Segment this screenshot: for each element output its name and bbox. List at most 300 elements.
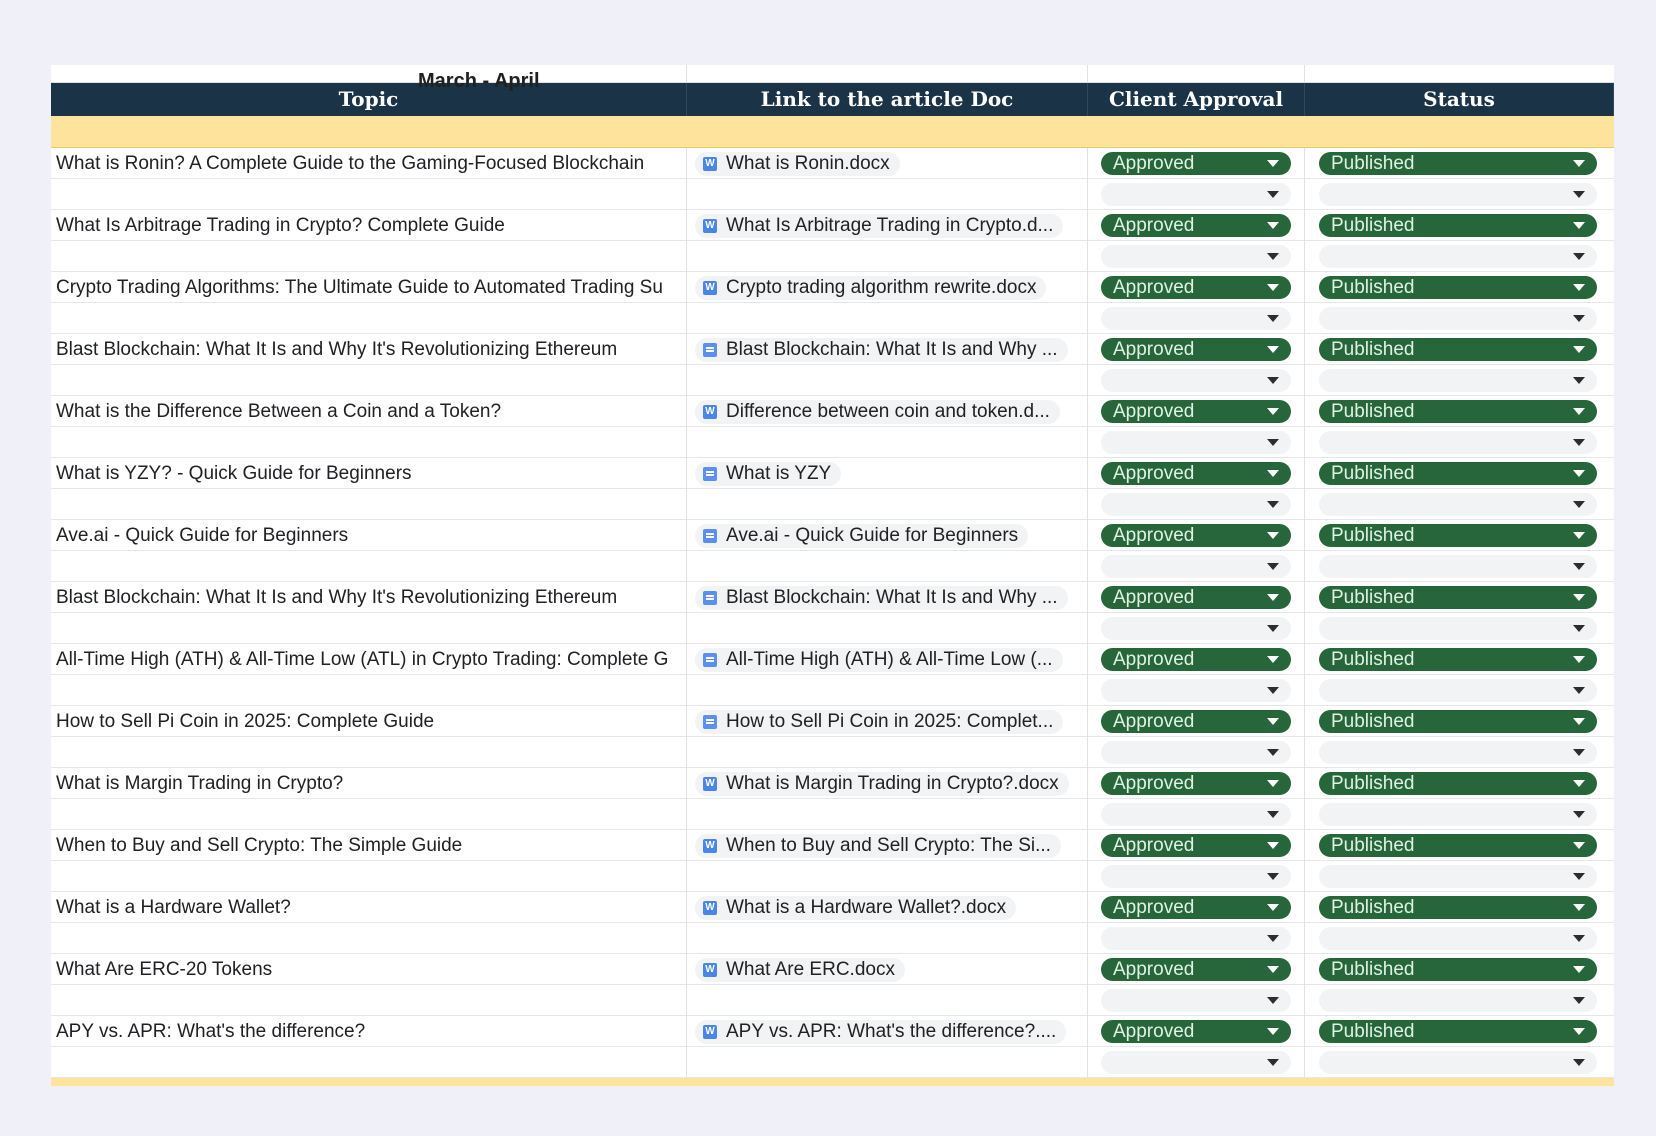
table-row — [51, 210, 1614, 241]
dropdown-arrow-icon[interactable] — [1573, 656, 1585, 663]
doc-link-chip[interactable] — [695, 896, 1016, 920]
blank-row — [51, 861, 1614, 892]
empty-approval-cell — [1088, 179, 1305, 210]
status-dropdown[interactable] — [1319, 152, 1597, 175]
header-link[interactable]: Link to the article Doc — [687, 83, 1088, 116]
doc-link-chip[interactable] — [695, 710, 1063, 734]
empty-cell[interactable] — [51, 799, 687, 830]
approval-dropdown[interactable] — [1101, 772, 1291, 795]
status-dropdown[interactable] — [1319, 276, 1597, 299]
topic-text: When to Buy and Sell Crypto: The Simple Guide — [56, 835, 463, 856]
dropdown-arrow-icon[interactable] — [1267, 160, 1279, 167]
empty-approval-dropdown[interactable] — [1101, 245, 1291, 268]
dropdown-arrow-icon[interactable] — [1267, 749, 1279, 756]
status-value: Published — [1331, 401, 1415, 422]
empty-approval-dropdown[interactable] — [1101, 555, 1291, 578]
dropdown-arrow-icon[interactable] — [1267, 780, 1279, 787]
dropdown-arrow-icon[interactable] — [1267, 439, 1279, 446]
empty-cell[interactable] — [687, 365, 1088, 396]
dropdown-arrow-icon[interactable] — [1267, 873, 1279, 880]
empty-cell[interactable] — [687, 799, 1088, 830]
empty-cell[interactable] — [687, 179, 1088, 210]
dropdown-arrow-icon[interactable] — [1267, 470, 1279, 477]
dropdown-arrow-icon[interactable] — [1573, 811, 1585, 818]
status-dropdown[interactable] — [1319, 834, 1597, 857]
approval-value: Approved — [1113, 835, 1195, 856]
doc-link-chip[interactable] — [695, 524, 1028, 548]
dropdown-arrow-icon[interactable] — [1573, 346, 1585, 353]
doc-link-chip[interactable] — [695, 1020, 1066, 1044]
dropdown-arrow-icon[interactable] — [1267, 997, 1279, 1004]
empty-status-dropdown[interactable] — [1319, 493, 1597, 516]
approval-value: Approved — [1113, 959, 1195, 980]
empty-cell[interactable] — [687, 489, 1088, 520]
empty-status-dropdown[interactable] — [1319, 741, 1597, 764]
status-dropdown[interactable] — [1319, 958, 1597, 981]
blank-row — [51, 1047, 1614, 1078]
dropdown-arrow-icon[interactable] — [1267, 718, 1279, 725]
table-row — [51, 1016, 1614, 1047]
dropdown-arrow-icon[interactable] — [1267, 625, 1279, 632]
doc-link-text: APY vs. APR: What's the difference?.... — [726, 1021, 1057, 1042]
topic-cell[interactable] — [51, 396, 687, 427]
empty-approval-dropdown[interactable] — [1101, 927, 1291, 950]
status-cell — [1305, 1016, 1614, 1047]
table-row — [51, 954, 1614, 985]
dropdown-arrow-icon[interactable] — [1267, 532, 1279, 539]
blank-row — [51, 179, 1614, 210]
doc-link-text: What Is Arbitrage Trading in Crypto.d... — [726, 215, 1054, 236]
table-row — [51, 706, 1614, 737]
status-value: Published — [1331, 277, 1415, 298]
doc-link-chip[interactable] — [695, 648, 1063, 672]
dropdown-arrow-icon[interactable] — [1267, 935, 1279, 942]
topic-cell[interactable] — [51, 458, 687, 489]
link-cell[interactable] — [687, 706, 1088, 737]
header-row — [51, 83, 1614, 116]
dropdown-arrow-icon[interactable] — [1573, 191, 1585, 198]
empty-status-cell — [1305, 737, 1614, 768]
status-dropdown[interactable] — [1319, 648, 1597, 671]
approval-dropdown[interactable] — [1101, 214, 1291, 237]
google-doc-icon — [703, 529, 717, 543]
empty-approval-dropdown[interactable] — [1101, 369, 1291, 392]
topic-text: What is Ronin? A Complete Guide to the Gaming-Focused Blockchain — [56, 153, 645, 174]
empty-status-dropdown[interactable] — [1319, 989, 1597, 1012]
dropdown-arrow-icon[interactable] — [1267, 687, 1279, 694]
dropdown-arrow-icon[interactable] — [1573, 625, 1585, 632]
empty-status-dropdown[interactable] — [1319, 803, 1597, 826]
empty-approval-cell — [1088, 613, 1305, 644]
empty-status-dropdown[interactable] — [1319, 927, 1597, 950]
section-footer-bar — [51, 1078, 1614, 1086]
empty-cell[interactable] — [51, 365, 687, 396]
status-cell — [1305, 520, 1614, 551]
status-value: Published — [1331, 463, 1415, 484]
empty-approval-dropdown[interactable] — [1101, 431, 1291, 454]
dropdown-arrow-icon[interactable] — [1267, 656, 1279, 663]
empty-cell[interactable] — [687, 427, 1088, 458]
topic-cell[interactable] — [51, 768, 687, 799]
link-cell[interactable] — [687, 334, 1088, 365]
status-cell — [1305, 272, 1614, 303]
empty-status-dropdown[interactable] — [1319, 617, 1597, 640]
google-doc-icon — [703, 591, 717, 605]
dropdown-arrow-icon[interactable] — [1267, 253, 1279, 260]
dropdown-arrow-icon[interactable] — [1573, 315, 1585, 322]
topic-cell[interactable] — [51, 954, 687, 985]
approval-value: Approved — [1113, 339, 1195, 360]
dropdown-arrow-icon[interactable] — [1267, 501, 1279, 508]
dropdown-arrow-icon[interactable] — [1573, 904, 1585, 911]
doc-link-chip[interactable] — [695, 152, 900, 176]
doc-link-text: What Are ERC.docx — [726, 959, 895, 980]
status-dropdown[interactable] — [1319, 772, 1597, 795]
dropdown-arrow-icon[interactable] — [1573, 749, 1585, 756]
doc-link-chip[interactable] — [695, 338, 1068, 362]
empty-approval-dropdown[interactable] — [1101, 989, 1291, 1012]
doc-link-chip[interactable] — [695, 586, 1068, 610]
approval-dropdown[interactable] — [1101, 710, 1291, 733]
topic-cell[interactable] — [51, 148, 687, 179]
link-cell[interactable] — [687, 768, 1088, 799]
empty-status-dropdown[interactable] — [1319, 245, 1597, 268]
empty-approval-dropdown[interactable] — [1101, 803, 1291, 826]
google-doc-icon — [703, 467, 717, 481]
empty-status-dropdown[interactable] — [1319, 183, 1597, 206]
google-doc-icon — [703, 653, 717, 667]
dropdown-arrow-icon[interactable] — [1573, 1028, 1585, 1035]
empty-status-cell — [1305, 427, 1614, 458]
status-value: Published — [1331, 339, 1415, 360]
link-cell[interactable] — [687, 830, 1088, 861]
status-dropdown[interactable] — [1319, 524, 1597, 547]
approval-cell — [1088, 954, 1305, 985]
empty-status-dropdown[interactable] — [1319, 369, 1597, 392]
approval-value: Approved — [1113, 401, 1195, 422]
dropdown-arrow-icon[interactable] — [1267, 811, 1279, 818]
topic-cell[interactable] — [51, 706, 687, 737]
status-dropdown[interactable] — [1319, 214, 1597, 237]
word-doc-icon: W — [703, 219, 717, 233]
empty-approval-dropdown[interactable] — [1101, 741, 1291, 764]
dropdown-arrow-icon[interactable] — [1573, 594, 1585, 601]
approval-dropdown[interactable] — [1101, 338, 1291, 361]
link-cell[interactable] — [687, 210, 1088, 241]
status-dropdown[interactable] — [1319, 338, 1597, 361]
status-cell — [1305, 458, 1614, 489]
empty-status-dropdown[interactable] — [1319, 1051, 1597, 1074]
google-doc-icon — [703, 343, 717, 357]
dropdown-arrow-icon[interactable] — [1267, 1059, 1279, 1066]
dropdown-arrow-icon[interactable] — [1573, 718, 1585, 725]
empty-status-dropdown[interactable] — [1319, 431, 1597, 454]
dropdown-arrow-icon[interactable] — [1573, 873, 1585, 880]
doc-link-chip[interactable] — [695, 772, 1069, 796]
status-dropdown[interactable] — [1319, 586, 1597, 609]
empty-status-cell — [1305, 241, 1614, 272]
link-cell[interactable] — [687, 520, 1088, 551]
empty-cell[interactable] — [51, 923, 687, 954]
empty-cell[interactable] — [51, 675, 687, 706]
approval-dropdown[interactable] — [1101, 896, 1291, 919]
link-cell[interactable] — [687, 892, 1088, 923]
dropdown-arrow-icon[interactable] — [1267, 315, 1279, 322]
status-cell — [1305, 582, 1614, 613]
approval-value: Approved — [1113, 1021, 1195, 1042]
empty-cell[interactable] — [687, 923, 1088, 954]
link-cell[interactable] — [687, 1016, 1088, 1047]
topic-cell[interactable] — [51, 334, 687, 365]
link-cell[interactable] — [687, 458, 1088, 489]
doc-link-chip[interactable] — [695, 214, 1063, 238]
word-doc-icon: W — [703, 901, 717, 915]
topic-cell[interactable] — [51, 520, 687, 551]
blank-row — [51, 613, 1614, 644]
approval-dropdown[interactable] — [1101, 400, 1291, 423]
dropdown-arrow-icon[interactable] — [1573, 842, 1585, 849]
status-dropdown[interactable] — [1319, 896, 1597, 919]
approval-cell — [1088, 644, 1305, 675]
dropdown-arrow-icon[interactable] — [1573, 935, 1585, 942]
empty-cell[interactable] — [687, 985, 1088, 1016]
status-dropdown[interactable] — [1319, 462, 1597, 485]
dropdown-arrow-icon[interactable] — [1267, 594, 1279, 601]
dropdown-arrow-icon[interactable] — [1267, 904, 1279, 911]
empty-cell[interactable] — [51, 613, 687, 644]
dropdown-arrow-icon[interactable] — [1267, 191, 1279, 198]
table-body — [51, 148, 1614, 1078]
approval-cell — [1088, 272, 1305, 303]
dropdown-arrow-icon[interactable] — [1573, 966, 1585, 973]
link-cell[interactable] — [687, 644, 1088, 675]
empty-cell[interactable] — [687, 861, 1088, 892]
blank-row — [51, 737, 1614, 768]
status-cell — [1305, 210, 1614, 241]
approval-dropdown[interactable] — [1101, 462, 1291, 485]
empty-status-cell — [1305, 861, 1614, 892]
empty-approval-cell — [1088, 861, 1305, 892]
topic-cell[interactable] — [51, 272, 687, 303]
empty-cell[interactable] — [51, 551, 687, 582]
topic-text: What is Margin Trading in Crypto? — [56, 773, 344, 794]
empty-cell[interactable] — [687, 737, 1088, 768]
doc-link-text: What is Ronin.docx — [726, 153, 890, 174]
topic-text: What Are ERC-20 Tokens — [56, 959, 273, 980]
approval-cell — [1088, 768, 1305, 799]
dropdown-arrow-icon[interactable] — [1573, 284, 1585, 291]
topic-cell[interactable] — [51, 892, 687, 923]
empty-approval-cell — [1088, 799, 1305, 830]
approval-dropdown[interactable] — [1101, 586, 1291, 609]
dropdown-arrow-icon[interactable] — [1573, 439, 1585, 446]
status-dropdown[interactable] — [1319, 710, 1597, 733]
empty-approval-dropdown[interactable] — [1101, 1051, 1291, 1074]
status-value: Published — [1331, 773, 1415, 794]
dropdown-arrow-icon[interactable] — [1267, 563, 1279, 570]
blank-row — [51, 675, 1614, 706]
header-topic[interactable]: Topic — [51, 83, 687, 116]
empty-approval-cell — [1088, 923, 1305, 954]
topic-text: What Is Arbitrage Trading in Crypto? Complete Guide — [56, 215, 505, 236]
approval-cell — [1088, 148, 1305, 179]
dropdown-arrow-icon[interactable] — [1573, 470, 1585, 477]
dropdown-arrow-icon[interactable] — [1573, 408, 1585, 415]
approval-dropdown[interactable] — [1101, 958, 1291, 981]
approval-cell — [1088, 582, 1305, 613]
dropdown-arrow-icon[interactable] — [1267, 284, 1279, 291]
status-dropdown[interactable] — [1319, 400, 1597, 423]
empty-status-cell — [1305, 799, 1614, 830]
dropdown-arrow-icon[interactable] — [1267, 1028, 1279, 1035]
empty-approval-dropdown[interactable] — [1101, 679, 1291, 702]
approval-cell — [1088, 458, 1305, 489]
empty-cell[interactable] — [687, 675, 1088, 706]
empty-status-cell — [1305, 365, 1614, 396]
status-cell — [1305, 706, 1614, 737]
empty-status-dropdown[interactable] — [1319, 865, 1597, 888]
table-row — [51, 582, 1614, 613]
doc-link-chip[interactable] — [695, 276, 1046, 300]
status-cell — [1305, 954, 1614, 985]
link-cell[interactable] — [687, 272, 1088, 303]
dropdown-arrow-icon[interactable] — [1267, 377, 1279, 384]
dropdown-arrow-icon[interactable] — [1573, 780, 1585, 787]
link-cell[interactable] — [687, 954, 1088, 985]
table-row — [51, 520, 1614, 551]
approval-value: Approved — [1113, 215, 1195, 236]
approval-value: Approved — [1113, 277, 1195, 298]
empty-status-cell — [1305, 489, 1614, 520]
section-title: March - April — [418, 70, 540, 92]
topic-cell[interactable] — [51, 644, 687, 675]
dropdown-arrow-icon[interactable] — [1573, 501, 1585, 508]
doc-link-chip[interactable] — [695, 958, 905, 982]
status-value: Published — [1331, 711, 1415, 732]
empty-status-dropdown[interactable] — [1319, 679, 1597, 702]
approval-cell — [1088, 892, 1305, 923]
empty-cell[interactable] — [51, 861, 687, 892]
doc-link-chip[interactable] — [695, 400, 1060, 424]
header-status[interactable]: Status — [1305, 83, 1614, 116]
dropdown-arrow-icon[interactable] — [1267, 222, 1279, 229]
blank-row — [51, 241, 1614, 272]
status-value: Published — [1331, 649, 1415, 670]
status-value: Published — [1331, 525, 1415, 546]
empty-cell[interactable] — [51, 489, 687, 520]
approval-value: Approved — [1113, 525, 1195, 546]
dropdown-arrow-icon[interactable] — [1573, 377, 1585, 384]
empty-cell[interactable] — [51, 985, 687, 1016]
word-doc-icon: W — [703, 777, 717, 791]
blank-row — [51, 303, 1614, 334]
doc-link-text: Blast Blockchain: What It Is and Why ... — [726, 339, 1058, 360]
approval-value: Approved — [1113, 587, 1195, 608]
dropdown-arrow-icon[interactable] — [1573, 222, 1585, 229]
approval-value: Approved — [1113, 463, 1195, 484]
dropdown-arrow-icon[interactable] — [1573, 687, 1585, 694]
approval-value: Approved — [1113, 897, 1195, 918]
empty-approval-cell — [1088, 551, 1305, 582]
approval-dropdown[interactable] — [1101, 1020, 1291, 1043]
doc-link-chip[interactable] — [695, 462, 841, 486]
topic-cell[interactable] — [51, 210, 687, 241]
link-cell[interactable] — [687, 148, 1088, 179]
dropdown-arrow-icon[interactable] — [1267, 966, 1279, 973]
link-cell[interactable] — [687, 582, 1088, 613]
approval-dropdown[interactable] — [1101, 648, 1291, 671]
header-client-approval[interactable]: Client Approval — [1088, 83, 1305, 116]
topic-cell[interactable] — [51, 582, 687, 613]
dropdown-arrow-icon[interactable] — [1573, 1059, 1585, 1066]
empty-cell[interactable] — [687, 241, 1088, 272]
empty-cell[interactable] — [687, 303, 1088, 334]
approval-dropdown[interactable] — [1101, 152, 1291, 175]
word-doc-icon: W — [703, 281, 717, 295]
table-row — [51, 644, 1614, 675]
approval-cell — [1088, 396, 1305, 427]
empty-approval-cell — [1088, 985, 1305, 1016]
dropdown-arrow-icon[interactable] — [1573, 253, 1585, 260]
empty-cell[interactable] — [51, 303, 687, 334]
empty-status-cell — [1305, 675, 1614, 706]
link-cell[interactable] — [687, 396, 1088, 427]
word-doc-icon: W — [703, 963, 717, 977]
empty-cell[interactable] — [51, 179, 687, 210]
empty-approval-dropdown[interactable] — [1101, 617, 1291, 640]
dropdown-arrow-icon[interactable] — [1573, 563, 1585, 570]
empty-cell[interactable] — [687, 1047, 1088, 1078]
dropdown-arrow-icon[interactable] — [1573, 997, 1585, 1004]
approval-dropdown[interactable] — [1101, 524, 1291, 547]
dropdown-arrow-icon[interactable] — [1267, 346, 1279, 353]
status-value: Published — [1331, 835, 1415, 856]
empty-cell[interactable] — [51, 427, 687, 458]
dropdown-arrow-icon[interactable] — [1573, 532, 1585, 539]
empty-approval-dropdown[interactable] — [1101, 493, 1291, 516]
topic-cell[interactable] — [51, 1016, 687, 1047]
doc-link-chip[interactable] — [695, 834, 1061, 858]
empty-status-dropdown[interactable] — [1319, 307, 1597, 330]
dropdown-arrow-icon[interactable] — [1573, 160, 1585, 167]
approval-dropdown[interactable] — [1101, 276, 1291, 299]
topic-text: What is YZY? - Quick Guide for Beginners — [56, 463, 412, 484]
empty-approval-dropdown[interactable] — [1101, 865, 1291, 888]
blank-row — [51, 799, 1614, 830]
status-value: Published — [1331, 1021, 1415, 1042]
empty-cell[interactable] — [51, 241, 687, 272]
dropdown-arrow-icon[interactable] — [1267, 408, 1279, 415]
approval-dropdown[interactable] — [1101, 834, 1291, 857]
status-value: Published — [1331, 153, 1415, 174]
dropdown-arrow-icon[interactable] — [1267, 842, 1279, 849]
empty-cell[interactable] — [51, 737, 687, 768]
blank-row — [51, 985, 1614, 1016]
status-dropdown[interactable] — [1319, 1020, 1597, 1043]
empty-approval-cell — [1088, 427, 1305, 458]
topic-cell[interactable] — [51, 830, 687, 861]
doc-link-text: What is a Hardware Wallet?.docx — [726, 897, 1007, 918]
empty-cell[interactable] — [51, 1047, 687, 1078]
empty-status-dropdown[interactable] — [1319, 555, 1597, 578]
status-cell — [1305, 892, 1614, 923]
empty-approval-dropdown[interactable] — [1101, 183, 1291, 206]
empty-cell[interactable] — [687, 551, 1088, 582]
empty-status-cell — [1305, 303, 1614, 334]
spreadsheet — [51, 65, 1614, 1086]
empty-cell[interactable] — [687, 613, 1088, 644]
empty-approval-dropdown[interactable] — [1101, 307, 1291, 330]
